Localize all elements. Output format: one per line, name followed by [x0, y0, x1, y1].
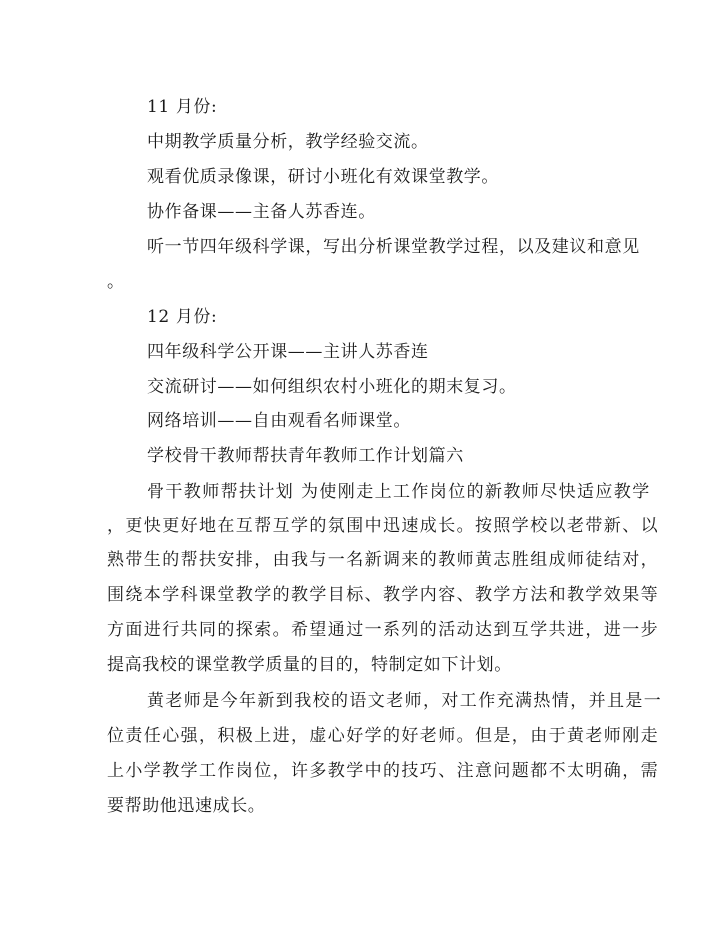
list-item: 中期教学质量分析，教学经验交流。: [147, 132, 429, 152]
month-heading-december: 12 月份:: [147, 307, 218, 327]
list-item: 协作备课——主备人苏香连。: [147, 202, 376, 222]
paragraph-line: 上小学教学工作岗位，许多教学中的技巧、注意问题都不太明确，需: [107, 761, 659, 781]
list-item: 观看优质录像课，研讨小班化有效课堂教学。: [147, 167, 499, 187]
paragraph-line: 黄老师是今年新到我校的语文老师，对工作充满热情，并且是一: [147, 691, 663, 711]
paragraph-line: ，更快更好地在互帮互学的氛围中迅速成长。按照学校以老带新、以: [107, 516, 659, 536]
paragraph-line: 位责任心强，积极上进，虚心好学的好老师。但是，由于黄老师刚走: [107, 726, 659, 746]
list-item: 听一节四年级科学课，写出分析课堂教学过程，以及建议和意见: [147, 237, 640, 257]
list-item: 交流研讨——如何组织农村小班化的期末复习。: [147, 377, 517, 397]
list-item: 网络培训——自由观看名师课堂。: [147, 411, 411, 431]
month-heading-november: 11 月份:: [147, 97, 218, 117]
list-item: 四年级科学公开课——主讲人苏香连: [147, 342, 429, 362]
section-title: 学校骨干教师帮扶青年教师工作计划篇六: [147, 446, 464, 466]
paragraph-line: 围绕本学科课堂教学的教学目标、教学内容、教学方法和教学效果等: [107, 585, 659, 605]
line-continuation: 。: [107, 272, 125, 292]
paragraph-line: 骨干教师帮扶计划 为使刚走上工作岗位的新教师尽快适应教学: [147, 482, 651, 502]
paragraph-line: 要帮助他迅速成长。: [107, 796, 266, 816]
paragraph-line: 方面进行共同的探索。希望通过一系列的活动达到互学共进，进一步: [107, 620, 659, 640]
paragraph-line: 熟带生的帮扶安排，由我与一名新调来的教师黄志胜组成师徒结对，: [107, 550, 659, 570]
paragraph-line: 提高我校的课堂教学质量的目的，特制定如下计划。: [107, 655, 512, 675]
